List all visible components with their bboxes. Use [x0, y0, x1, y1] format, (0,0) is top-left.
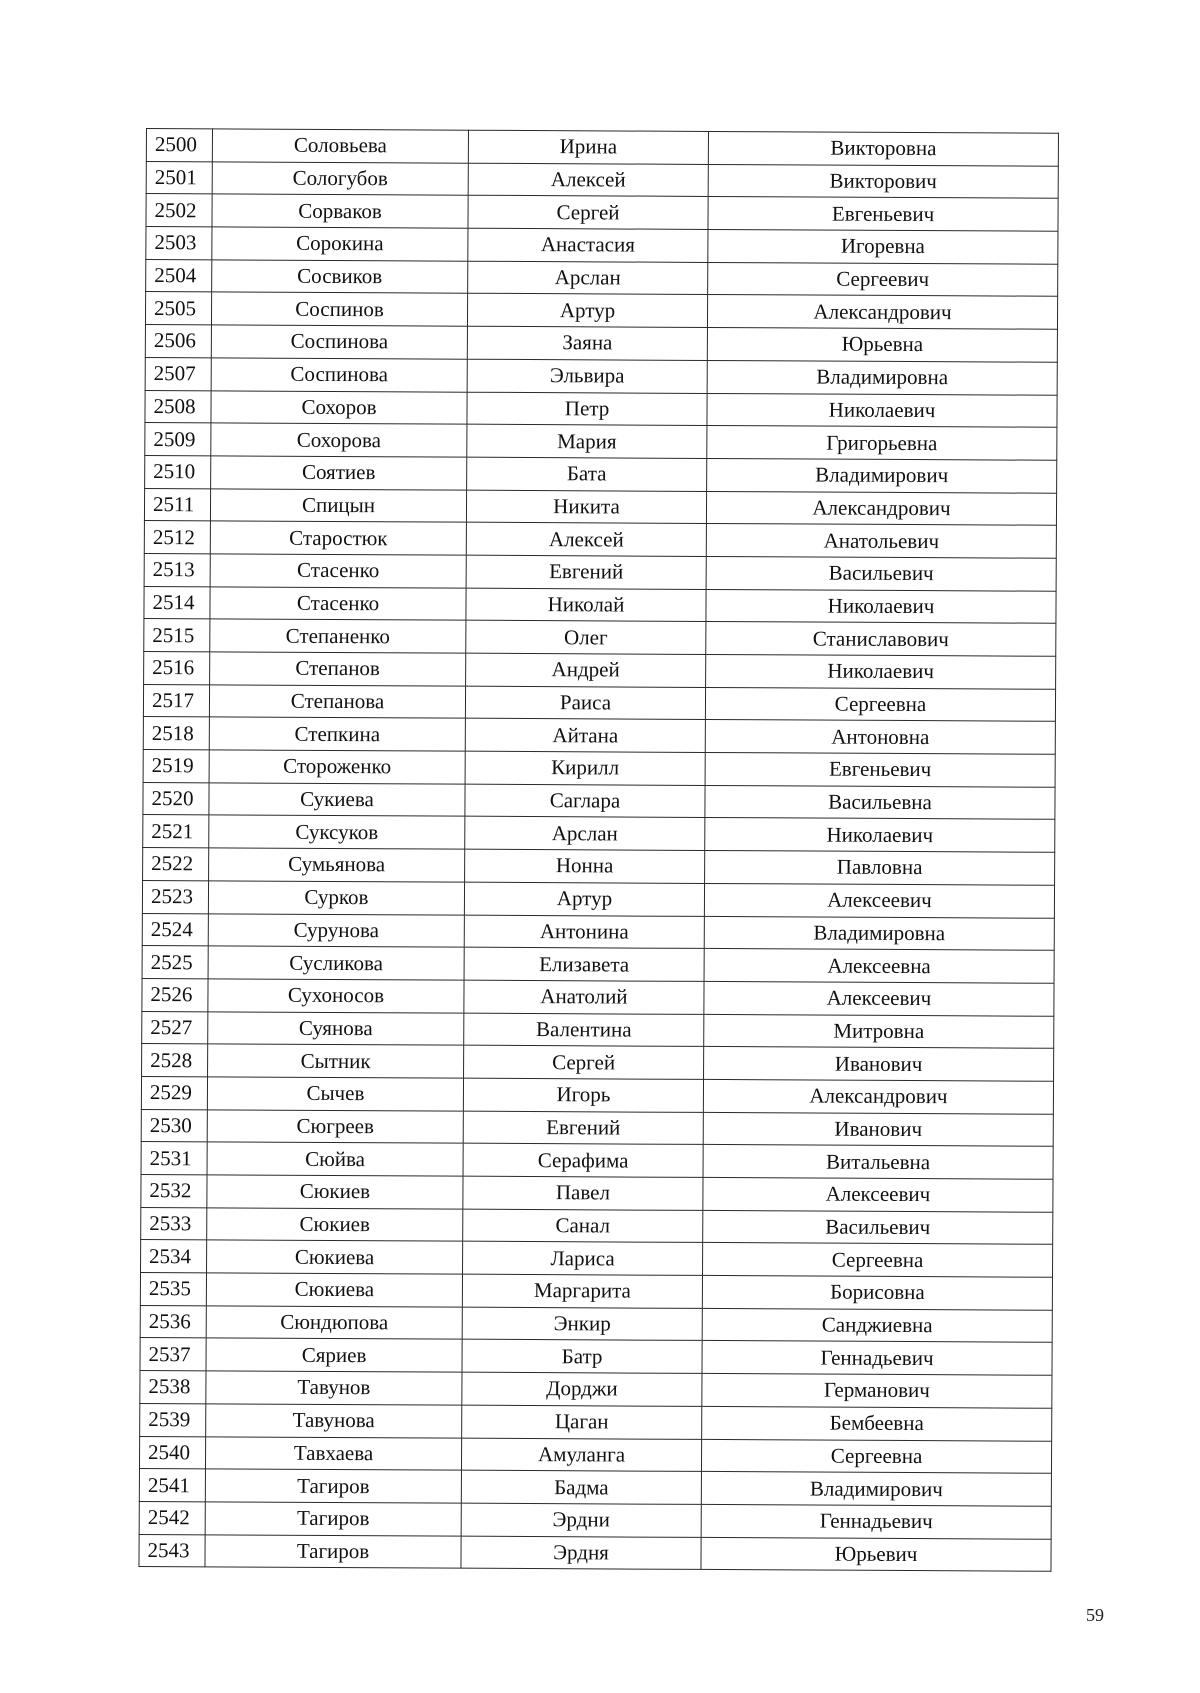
- first-name-cell: Кирилл: [465, 751, 705, 785]
- row-number-cell: 2513: [144, 553, 210, 586]
- row-number-cell: 2516: [144, 651, 210, 684]
- patronymic-cell: Викторовна: [708, 131, 1058, 166]
- patronymic-cell: Сергеевна: [701, 1439, 1051, 1474]
- first-name-cell: Евгений: [463, 1111, 703, 1145]
- table-row: [142, 978, 1054, 1015]
- first-name-cell: Арслан: [465, 817, 705, 851]
- surname-cell: Соятиев: [211, 456, 467, 490]
- surname-cell: Сурунова: [208, 913, 464, 947]
- surname-cell: Сусликова: [208, 946, 464, 980]
- first-name-cell: Энкир: [462, 1307, 702, 1341]
- first-name-cell: Лариса: [463, 1242, 703, 1276]
- row-number-cell: 2517: [143, 684, 209, 717]
- first-name-cell: Цаган: [462, 1405, 702, 1439]
- row-number-cell: 2520: [143, 782, 209, 815]
- row-number-cell: 2504: [146, 259, 212, 292]
- table-row: [144, 586, 1056, 623]
- first-name-cell: Павел: [463, 1176, 703, 1210]
- first-name-cell: Олег: [466, 620, 706, 654]
- row-number-cell: 2508: [145, 390, 211, 423]
- patronymic-cell: Станиславович: [706, 622, 1056, 657]
- row-number-cell: 2512: [144, 521, 210, 554]
- first-name-cell: Эрдни: [461, 1503, 701, 1537]
- table-row: [144, 521, 1056, 558]
- table-row: [145, 357, 1057, 394]
- row-number-cell: 2522: [143, 848, 209, 881]
- row-number-cell: 2538: [140, 1371, 206, 1404]
- table-row: [144, 488, 1056, 525]
- table-row: [144, 651, 1056, 688]
- table-row: [140, 1305, 1052, 1342]
- patronymic-cell: Германович: [702, 1374, 1052, 1409]
- table-row: [142, 1011, 1054, 1048]
- table-row: [146, 161, 1058, 198]
- surname-cell: Сологубов: [212, 162, 468, 196]
- first-name-cell: Эрдня: [461, 1536, 701, 1570]
- first-name-cell: Дорджи: [462, 1372, 702, 1406]
- surname-cell: Суянова: [208, 1011, 464, 1045]
- first-name-cell: Игорь: [463, 1078, 703, 1112]
- surname-cell: Сюкиев: [207, 1175, 463, 1209]
- first-name-cell: Раиса: [465, 686, 705, 720]
- row-number-cell: 2509: [145, 423, 211, 456]
- row-number-cell: 2541: [139, 1469, 205, 1502]
- patronymic-cell: Алексеевна: [704, 949, 1054, 984]
- row-number-cell: 2523: [142, 880, 208, 913]
- surname-cell: Соспинова: [211, 325, 467, 359]
- row-number-cell: 2530: [141, 1109, 207, 1142]
- row-number-cell: 2505: [145, 292, 211, 325]
- table-row: [140, 1371, 1052, 1408]
- surname-cell: Сохоров: [211, 390, 467, 424]
- surname-cell: Сюкиев: [207, 1208, 463, 1242]
- page-number: 59: [1086, 1605, 1104, 1625]
- row-number-cell: 2528: [142, 1044, 208, 1077]
- table-row: [143, 750, 1055, 787]
- first-name-cell: Бата: [467, 457, 707, 491]
- table-row: [142, 946, 1054, 983]
- row-number-cell: 2536: [140, 1305, 206, 1338]
- first-name-cell: Мария: [467, 424, 707, 458]
- surname-cell: Степаненко: [210, 619, 466, 653]
- row-number-cell: 2542: [139, 1501, 205, 1534]
- name-list-table: [138, 128, 1059, 1572]
- first-name-cell: Алексей: [468, 163, 708, 197]
- first-name-cell: Батр: [462, 1340, 702, 1374]
- table-row: [146, 227, 1058, 264]
- patronymic-cell: Алексеевич: [703, 1177, 1053, 1212]
- patronymic-cell: Павловна: [705, 851, 1055, 886]
- patronymic-cell: Борисовна: [702, 1275, 1052, 1310]
- table-row: [141, 1109, 1053, 1146]
- surname-cell: Тагиров: [205, 1469, 461, 1503]
- surname-cell: Сытник: [208, 1044, 464, 1078]
- patronymic-cell: Николаевич: [707, 393, 1057, 428]
- surname-cell: Тавунова: [206, 1404, 462, 1438]
- table-row: [140, 1403, 1052, 1440]
- first-name-cell: Евгений: [466, 555, 706, 589]
- first-name-cell: Айтана: [465, 719, 705, 753]
- patronymic-cell: Иванович: [704, 1047, 1054, 1082]
- surname-cell: Сычев: [207, 1077, 463, 1111]
- patronymic-cell: Сергеевна: [702, 1243, 1052, 1278]
- table-row: [143, 782, 1055, 819]
- surname-cell: Тагиров: [205, 1534, 461, 1568]
- patronymic-cell: Васильевич: [703, 1210, 1053, 1245]
- first-name-cell: Амуланга: [461, 1438, 701, 1472]
- table-row: [141, 1174, 1053, 1211]
- first-name-cell: Сергей: [468, 196, 708, 230]
- patronymic-cell: Александрович: [707, 295, 1057, 330]
- table-row: [143, 717, 1055, 754]
- table-row: [142, 1044, 1054, 1081]
- surname-cell: Сукиева: [209, 783, 465, 817]
- row-number-cell: 2503: [146, 227, 212, 260]
- first-name-cell: Валентина: [464, 1013, 704, 1047]
- row-number-cell: 2533: [141, 1207, 207, 1240]
- table-row: [139, 1534, 1051, 1571]
- surname-cell: Соспинов: [211, 292, 467, 326]
- table-row: [146, 129, 1058, 166]
- patronymic-cell: Санджиевна: [702, 1308, 1052, 1343]
- patronymic-cell: Юрьевич: [701, 1537, 1051, 1572]
- patronymic-cell: Александрович: [706, 491, 1056, 526]
- first-name-cell: Сергей: [464, 1045, 704, 1079]
- surname-cell: Соспинова: [211, 358, 467, 392]
- first-name-cell: Петр: [467, 392, 707, 426]
- patronymic-cell: Юрьевна: [707, 328, 1057, 363]
- table-row: [143, 684, 1055, 721]
- patronymic-cell: Митровна: [704, 1014, 1054, 1049]
- first-name-cell: Маргарита: [462, 1274, 702, 1308]
- surname-cell: Тавунов: [206, 1371, 462, 1405]
- patronymic-cell: Васильевна: [705, 785, 1055, 820]
- table-row: [145, 455, 1057, 492]
- row-number-cell: 2507: [145, 357, 211, 390]
- surname-cell: Сюгреев: [207, 1109, 463, 1143]
- row-number-cell: 2532: [141, 1174, 207, 1207]
- patronymic-cell: Александрович: [703, 1079, 1053, 1114]
- table-row: [140, 1338, 1052, 1375]
- table-row: [141, 1240, 1053, 1277]
- first-name-cell: Саглара: [465, 784, 705, 818]
- patronymic-cell: Геннадьевич: [701, 1504, 1051, 1539]
- patronymic-cell: Витальевна: [703, 1145, 1053, 1180]
- patronymic-cell: Антоновна: [705, 720, 1055, 755]
- table-row: [142, 880, 1054, 917]
- patronymic-cell: Владимирович: [707, 458, 1057, 493]
- surname-cell: Старостюк: [210, 521, 466, 555]
- surname-cell: Сурков: [208, 881, 464, 915]
- surname-cell: Суксуков: [209, 815, 465, 849]
- first-name-cell: Серафима: [463, 1143, 703, 1177]
- table-row: [143, 815, 1055, 852]
- row-number-cell: 2506: [145, 325, 211, 358]
- first-name-cell: Эльвира: [467, 359, 707, 393]
- surname-cell: Тавхаева: [205, 1436, 461, 1470]
- table-row: [141, 1142, 1053, 1179]
- patronymic-cell: Бембеевна: [702, 1406, 1052, 1441]
- table-row: [141, 1207, 1053, 1244]
- table-row: [145, 325, 1057, 362]
- row-number-cell: 2519: [143, 750, 209, 783]
- row-number-cell: 2534: [141, 1240, 207, 1273]
- first-name-cell: Николай: [466, 588, 706, 622]
- patronymic-cell: Владимировна: [704, 916, 1054, 951]
- table-row: [146, 194, 1058, 231]
- table-row: [140, 1273, 1052, 1310]
- surname-cell: Спицын: [210, 488, 466, 522]
- surname-cell: Сяриев: [206, 1338, 462, 1372]
- surname-cell: Сосвиков: [212, 260, 468, 294]
- surname-cell: Степанов: [210, 652, 466, 686]
- surname-cell: Сорокина: [212, 227, 468, 261]
- table-row: [141, 1076, 1053, 1113]
- patronymic-cell: Геннадьевич: [702, 1341, 1052, 1376]
- first-name-cell: Бадма: [461, 1470, 701, 1504]
- table-row: [139, 1436, 1051, 1473]
- table-row: [144, 619, 1056, 656]
- surname-cell: Сохорова: [211, 423, 467, 457]
- row-number-cell: 2518: [143, 717, 209, 750]
- surname-cell: Сюкиева: [206, 1273, 462, 1307]
- surname-cell: Тагиров: [205, 1502, 461, 1536]
- row-number-cell: 2524: [142, 913, 208, 946]
- surname-cell: Степкина: [209, 717, 465, 751]
- name-list-body: [139, 129, 1059, 1572]
- first-name-cell: Алексей: [466, 522, 706, 556]
- row-number-cell: 2539: [140, 1403, 206, 1436]
- patronymic-cell: Григорьевна: [707, 426, 1057, 461]
- patronymic-cell: Николаевич: [706, 589, 1056, 624]
- table-row: [146, 259, 1058, 296]
- first-name-cell: Андрей: [466, 653, 706, 687]
- table-row: [139, 1501, 1051, 1538]
- first-name-cell: Артур: [467, 294, 707, 328]
- row-number-cell: 2502: [146, 194, 212, 227]
- patronymic-cell: Игоревна: [708, 230, 1058, 265]
- table-row: [144, 553, 1056, 590]
- row-number-cell: 2500: [146, 129, 212, 162]
- row-number-cell: 2527: [142, 1011, 208, 1044]
- first-name-cell: Анастасия: [468, 228, 708, 262]
- patronymic-cell: Николаевич: [706, 654, 1056, 689]
- row-number-cell: 2515: [144, 619, 210, 652]
- surname-cell: Сухоносов: [208, 979, 464, 1013]
- row-number-cell: 2525: [142, 946, 208, 979]
- patronymic-cell: Анатольевич: [706, 524, 1056, 559]
- surname-cell: Стасенко: [210, 586, 466, 620]
- patronymic-cell: Иванович: [703, 1112, 1053, 1147]
- patronymic-cell: Сергеевна: [705, 687, 1055, 722]
- first-name-cell: Анатолий: [464, 980, 704, 1014]
- surname-cell: Сумьянова: [209, 848, 465, 882]
- surname-cell: Сюйва: [207, 1142, 463, 1176]
- first-name-cell: Заяна: [467, 326, 707, 360]
- first-name-cell: Ирина: [468, 130, 708, 164]
- row-number-cell: 2529: [141, 1076, 207, 1109]
- row-number-cell: 2543: [139, 1534, 205, 1567]
- row-number-cell: 2535: [140, 1273, 206, 1306]
- row-number-cell: 2531: [141, 1142, 207, 1175]
- row-number-cell: 2521: [143, 815, 209, 848]
- table-row: [139, 1469, 1051, 1506]
- patronymic-cell: Алексеевич: [704, 981, 1054, 1016]
- row-number-cell: 2540: [139, 1436, 205, 1469]
- row-number-cell: 2501: [146, 161, 212, 194]
- table-row: [145, 390, 1057, 427]
- first-name-cell: Елизавета: [464, 947, 704, 981]
- table-row: [145, 423, 1057, 460]
- patronymic-cell: Владимирович: [701, 1472, 1051, 1507]
- table-row: [145, 292, 1057, 329]
- row-number-cell: 2510: [145, 455, 211, 488]
- surname-cell: Стасенко: [210, 554, 466, 588]
- surname-cell: Соловьева: [212, 129, 468, 163]
- surname-cell: Степанова: [209, 685, 465, 719]
- first-name-cell: Нонна: [465, 849, 705, 883]
- first-name-cell: Антонина: [464, 915, 704, 949]
- table-row: [143, 848, 1055, 885]
- row-number-cell: 2537: [140, 1338, 206, 1371]
- patronymic-cell: Викторович: [708, 164, 1058, 199]
- first-name-cell: Арслан: [468, 261, 708, 295]
- patronymic-cell: Алексеевич: [704, 883, 1054, 918]
- table-row: [142, 913, 1054, 950]
- surname-cell: Сюндюпова: [206, 1306, 462, 1340]
- row-number-cell: 2514: [144, 586, 210, 619]
- surname-cell: Сюкиева: [207, 1240, 463, 1274]
- patronymic-cell: Сергеевич: [708, 262, 1058, 297]
- first-name-cell: Санал: [463, 1209, 703, 1243]
- surname-cell: Стороженко: [209, 750, 465, 784]
- surname-cell: Сорваков: [212, 194, 468, 228]
- first-name-cell: Артур: [464, 882, 704, 916]
- patronymic-cell: Николаевич: [705, 818, 1055, 853]
- patronymic-cell: Евгеньевич: [708, 197, 1058, 232]
- patronymic-cell: Васильевич: [706, 556, 1056, 591]
- row-number-cell: 2511: [144, 488, 210, 521]
- row-number-cell: 2526: [142, 978, 208, 1011]
- first-name-cell: Никита: [466, 490, 706, 524]
- patronymic-cell: Владимировна: [707, 360, 1057, 395]
- patronymic-cell: Евгеньевич: [705, 752, 1055, 787]
